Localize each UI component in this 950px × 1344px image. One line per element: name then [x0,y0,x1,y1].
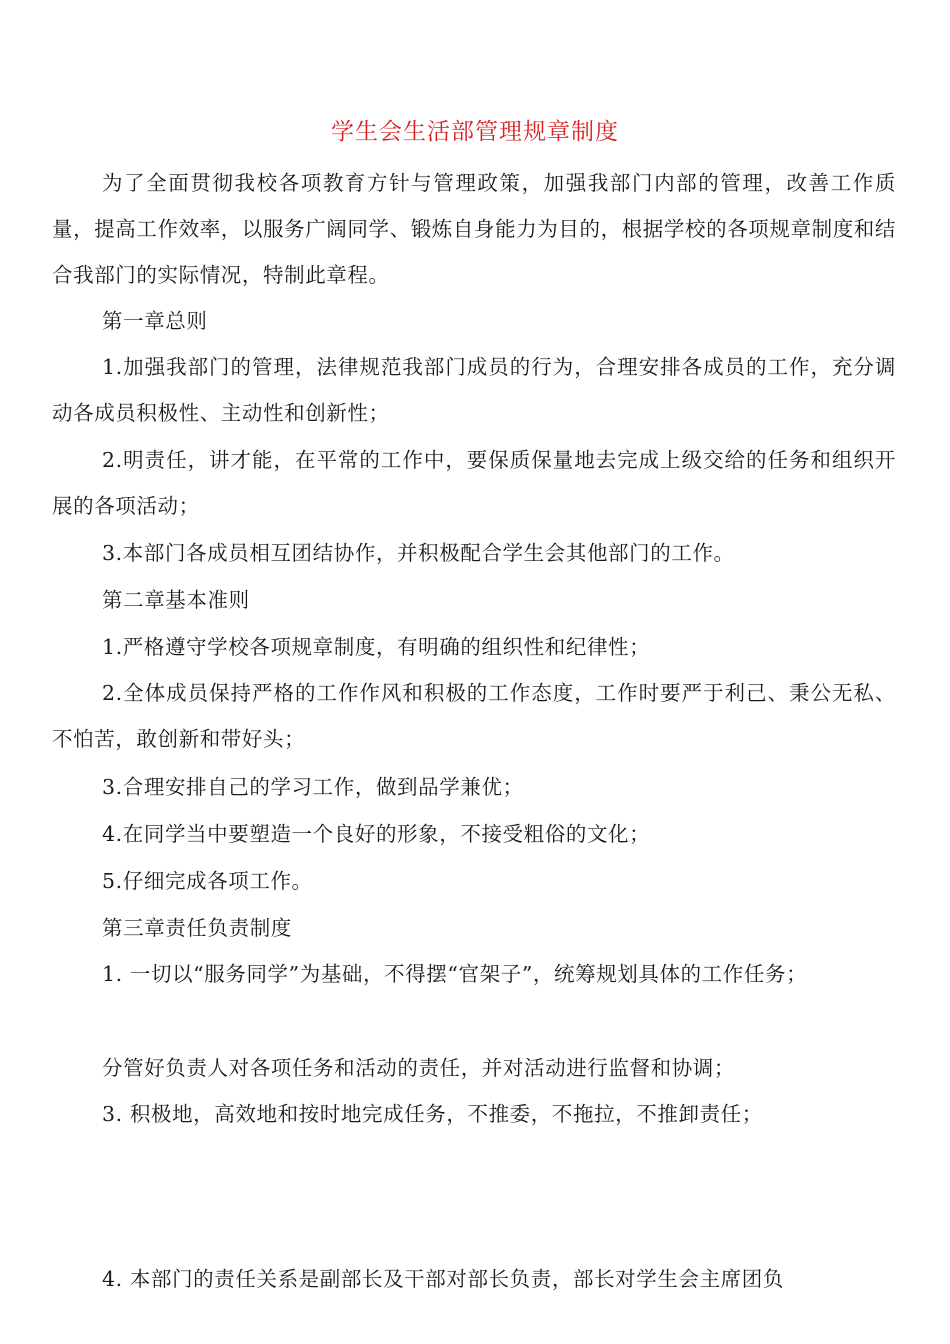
chapter2-item-2: 2.全体成员保持严格的工作作风和积极的工作态度，工作时要严于利己、秉公无私、不怕苦，敢创新和带好头； [52,681,896,751]
chapter2-item-4: 4.在同学当中要塑造一个良好的形象，不接受粗俗的文化； [102,822,651,846]
chapter3-heading: 第三章责任负责制度 [102,916,292,940]
chapter3-item-3: 3. 积极地，高效地和按时地完成任务，不推委，不拖拉，不推卸责任； [102,1102,763,1126]
chapter3-item-4: 4. 本部门的责任关系是副部长及干部对部长负责，部长对学生会主席团负 [102,1267,784,1291]
chapter1-item-1: 1.加强我部门的管理，法律规范我部门成员的行为，合理安排各成员的工作，充分调动各成员积极性、主动性和创新性； [52,355,896,425]
chapter2-item-3: 3.合理安排自己的学习工作，做到品学兼优； [102,775,524,799]
chapter2-item-5: 5.仔细完成各项工作。 [102,869,313,893]
chapter1-item-2: 2.明责任，讲才能，在平常的工作中，要保质保量地去完成上级交给的任务和组织开展的各项活动； [52,448,896,518]
chapter3-item-1: 1. 一切以“服务同学”为基础，不得摆“官架子”，统筹规划具体的工作任务； [102,962,808,986]
chapter3-item-2: 分管好负责人对各项任务和活动的责任，并对活动进行监督和协调； [102,1056,735,1080]
chapter2-item-1: 1.严格遵守学校各项规章制度，有明确的组织性和纪律性； [102,635,651,659]
document-title: 学生会生活部管理规章制度 [331,119,619,145]
chapter1-heading: 第一章总则 [102,309,208,333]
chapter1-item-3: 3.本部门各成员相互团结协作，并积极配合学生会其他部门的工作。 [102,541,735,565]
chapter2-heading: 第二章基本准则 [102,588,250,612]
intro-paragraph: 为了全面贯彻我校各项教育方针与管理政策，加强我部门内部的管理，改善工作质量，提高工作效率，以服务广阔同学、锻炼自身能力为目的，根据学校的各项规章制度和结合我部门的实际情况，特制此章程。 [52,171,896,287]
